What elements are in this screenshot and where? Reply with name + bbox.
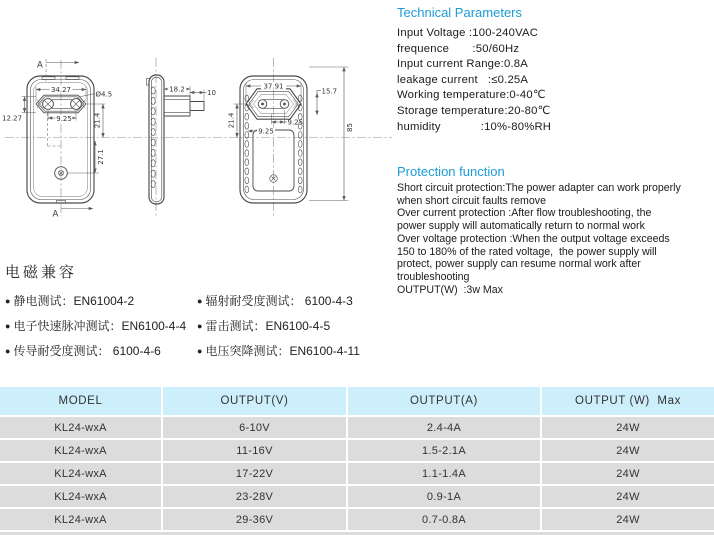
bullet-icon: ● bbox=[197, 296, 203, 306]
section-label-bottom: A bbox=[52, 209, 59, 220]
tech-param-line: Storage temperature:20-80℃ bbox=[397, 104, 551, 117]
cell-model: KL24-wxA bbox=[0, 463, 163, 484]
table-row bbox=[0, 461, 714, 484]
cell-output-w: 24W bbox=[616, 444, 640, 457]
protection-function-section bbox=[397, 164, 714, 296]
tech-param-line: Input Voltage :100-240VAC bbox=[397, 27, 539, 39]
emc-title: 电磁兼容 bbox=[5, 264, 78, 281]
table-row bbox=[0, 415, 714, 438]
cell-output-v: 17-22V bbox=[163, 463, 348, 484]
tech-param-line: frequence :50/60Hz bbox=[397, 42, 520, 55]
cell-model: KL24-wxA bbox=[0, 486, 163, 507]
protection-line: 150 to 180% of the rated voltage, the power supply will bbox=[397, 245, 657, 258]
technical-drawings bbox=[0, 0, 395, 255]
table-row bbox=[0, 484, 714, 507]
table-header-row bbox=[0, 387, 714, 415]
emc-item: ● 辐射耐受度测试： 6100-4-3 bbox=[197, 294, 353, 308]
front-dim-v-lower: 27.1 bbox=[97, 149, 105, 165]
tech-param-line: leakage current :≤0.25A bbox=[397, 73, 529, 86]
emc-list bbox=[5, 292, 400, 359]
protection-function-title: Protection function bbox=[397, 164, 505, 179]
back-view-drawing bbox=[228, 58, 355, 218]
protection-line: Short circuit protection:The power adapter can work properly bbox=[397, 182, 681, 194]
back-dim-width: 37.91 bbox=[263, 82, 284, 91]
cell-output-a: 1.1-1.4A bbox=[348, 463, 542, 484]
table-row bbox=[0, 507, 714, 530]
cell-model: KL24-wxA bbox=[0, 440, 163, 461]
protection-line: OUTPUT(W) :3w Max bbox=[397, 283, 503, 296]
cell-output-a: 2.4-4A bbox=[348, 417, 542, 438]
front-view-drawing bbox=[2, 59, 112, 220]
cell-output-w: 24W bbox=[616, 513, 640, 526]
technical-parameters-section bbox=[397, 5, 712, 135]
cell-output-v: 29-36V bbox=[163, 509, 348, 530]
side-dim-plug: 18.2 bbox=[169, 85, 185, 94]
bullet-icon: ● bbox=[197, 346, 203, 356]
front-dim-inner: 9.25 bbox=[56, 115, 72, 123]
front-dim-left: 12.27 bbox=[2, 114, 23, 123]
cell-output-a: 1.5-2.1A bbox=[348, 440, 542, 461]
side-dim-pin: 10 bbox=[207, 89, 216, 98]
protection-line: troubleshooting bbox=[397, 270, 470, 283]
header-model: MODEL bbox=[0, 387, 163, 415]
protection-line: power supply will automatically return to normal work bbox=[397, 220, 645, 233]
technical-parameters-title: Technical Parameters bbox=[397, 5, 522, 20]
tech-param-line: humidity :10%-80%RH bbox=[397, 120, 552, 133]
table-row bbox=[0, 438, 714, 461]
header-output-a: OUTPUT(A) bbox=[348, 387, 542, 415]
cell-output-a: 0.7-0.8A bbox=[348, 509, 542, 530]
protection-line: protect, power supply can resume normal work after bbox=[397, 258, 641, 271]
section-label-top: A bbox=[37, 60, 43, 71]
front-dim-hole: Ø4.5 bbox=[95, 90, 113, 99]
back-dim-v: 21.4 bbox=[227, 112, 236, 129]
emc-section bbox=[5, 261, 400, 359]
header-output-w: OUTPUT (W) Max bbox=[575, 395, 681, 407]
protection-line: Over current protection :After flow troubleshooting, the bbox=[397, 207, 652, 220]
emc-item: ● 传导耐受度测试： 6100-4-6 bbox=[5, 344, 161, 358]
header-output-v: OUTPUT(V) bbox=[163, 387, 348, 415]
back-dim-pin-a: 9.25 bbox=[287, 118, 304, 127]
side-view-drawing bbox=[146, 58, 216, 218]
back-dim-height: 85 bbox=[346, 123, 354, 132]
protection-line: Over voltage protection :When the output voltage exceeds bbox=[397, 232, 670, 245]
cell-output-w: 24W bbox=[616, 490, 640, 503]
bullet-icon: ● bbox=[5, 346, 11, 356]
tech-param-line: Input current Range:0.8A bbox=[397, 58, 529, 71]
back-dim-pin-b: 9.25 bbox=[258, 127, 274, 136]
bullet-icon: ● bbox=[5, 296, 11, 306]
back-dim-plug-h: 15.7 bbox=[321, 87, 338, 96]
front-dim-v-upper: 21.4 bbox=[93, 112, 102, 129]
emc-item: ● 雷击测试：EN6100-4-5 bbox=[197, 319, 331, 333]
front-dim-width: 34.27 bbox=[50, 85, 72, 94]
cell-output-a: 0.9-1A bbox=[348, 486, 542, 507]
cell-output-v: 11-16V bbox=[163, 440, 348, 461]
tech-param-line: Working temperature:0-40℃ bbox=[397, 89, 546, 102]
cell-output-w: 24W bbox=[616, 467, 640, 480]
cell-model: KL24-wxA bbox=[0, 417, 163, 438]
protection-line: when short circuit faults remove bbox=[397, 194, 546, 207]
emc-item: ● 静电测试：EN61004-2 bbox=[5, 294, 135, 308]
cell-model: KL24-wxA bbox=[0, 509, 163, 530]
output-table bbox=[0, 387, 714, 535]
bullet-icon: ● bbox=[5, 321, 11, 331]
cell-output-v: 23-28V bbox=[163, 486, 348, 507]
cell-output-w: 24W bbox=[616, 421, 640, 434]
emc-item: ● 电子快速脉冲测试：EN6100-4-4 bbox=[5, 319, 187, 333]
bullet-icon: ● bbox=[197, 321, 203, 331]
cell-output-v: 6-10V bbox=[163, 417, 348, 438]
emc-item: ● 电压突降测试：EN6100-4-11 bbox=[197, 344, 360, 358]
